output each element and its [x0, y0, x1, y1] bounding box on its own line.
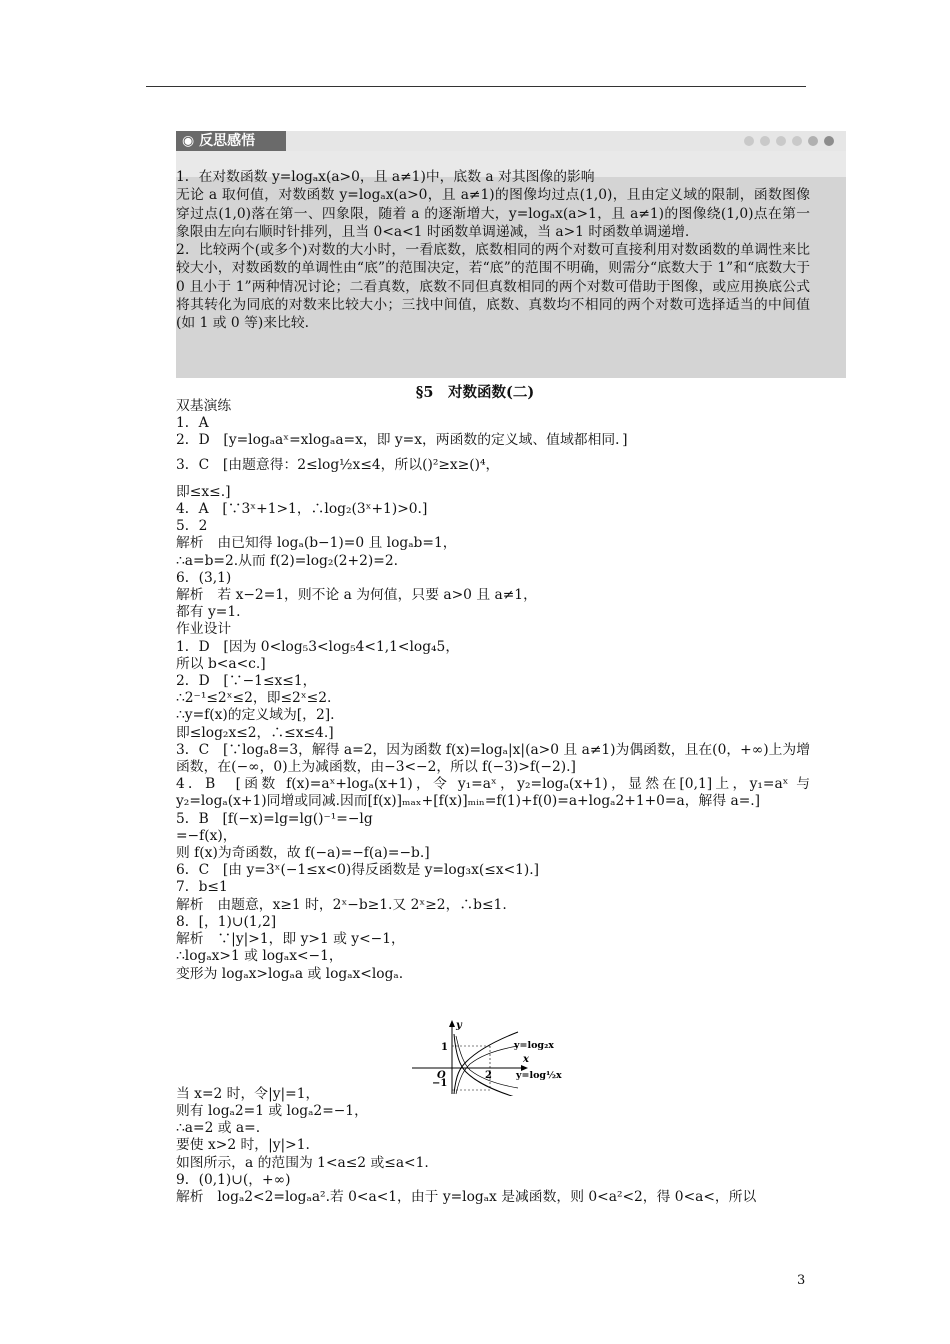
answer-line: 5．2 [176, 518, 208, 535]
reflection-p1: 1．在对数函数 y=logₐx(a>0，且 a≠1)中，底数 a 对其图像的影响 [176, 169, 595, 185]
answer-line: ∴a=2 或 a=. [176, 1120, 261, 1137]
answer-line: 解析 ∵|y|>1，即 y>1 或 y<−1， [176, 931, 405, 948]
answer-line: 1．A [176, 415, 209, 432]
dot-icon [792, 136, 802, 146]
y-arrow-icon [449, 1020, 455, 1027]
answer-line: 解析 若 x−2=1，则不论 a 为何值，只要 a>0 且 a≠1， [176, 587, 537, 604]
answer-line: 5．B [f(−x)=lg=lg()⁻¹=−lg [176, 810, 373, 827]
answer-line: ∴a=b=2.从而 f(2)=log₂(2+2)=2. [176, 552, 398, 569]
dot-icon [824, 136, 834, 146]
decorative-dots [744, 136, 834, 146]
answer-line: 解析 由题意，x≥1 时，2ˣ−b≥1.又 2ˣ≥2，∴b≤1. [176, 896, 507, 913]
answer-line: 变形为 logₐx>logₐa 或 logₐx<logₐ. [176, 965, 404, 982]
section-title: §5 对数函数(二) [415, 384, 535, 401]
top-rule [146, 86, 806, 87]
answer-line: 8．[，1)∪(1,2] [176, 913, 277, 930]
curve-log2 [454, 1032, 518, 1094]
answer-line: ∴2⁻¹≤2ˣ≤2，即≤2ˣ≤2. [176, 690, 332, 707]
reflection-banner [176, 131, 846, 151]
answer-line: 所以 b<a<c.] [176, 655, 266, 672]
dot-icon [776, 136, 786, 146]
reflection-p3: 2．比较两个(或多个)对数的大小时，一看底数，底数相同的两个对数可直接利用对数函数的单调性来比较大小，对数函数的单调性由“底”的范围决定，若“底”的范围不明确，则需分“底数大于 1”和“底数大于 0 且小于 1”两种情况讨论；二看真数，底数不同但真数相同的两个对数可借助于图像，或应用换底公式将其转化为同底的对数来比较大小；三找中间值，底数、真数均不相同的两个对数可选择适当的中间值(如 1 或 0 等)来比较. [176, 242, 810, 332]
answer-line: 则 f(x)为奇函数，故 f(−a)=−f(a)=−b.] [176, 845, 430, 862]
dot-icon [808, 136, 818, 146]
curve-down-label: y=log½x [516, 1070, 562, 1081]
answer-line: 7．b≤1 [176, 879, 228, 896]
curve-up-label: y=log₂x [514, 1040, 554, 1051]
heading-basic: 双基演练 [176, 398, 232, 414]
dot-icon [744, 136, 754, 146]
answer-line: =−f(x)， [176, 827, 237, 844]
tick-neg1-label: −1 [432, 1078, 448, 1089]
answer-line: 2．D [y=logₐaˣ=xlogₐa=x，即 y=x，两函数的定义域、值域都相同．] [176, 432, 628, 449]
answer-line: 则有 logₐ2=1 或 logₐ2=−1， [176, 1102, 368, 1119]
axis-y-label: y [456, 1020, 462, 1031]
answer-line: 3．C [由题意得：2≤log½x≤4，所以()²≥x≥()⁴， [176, 456, 500, 473]
answer-line: 如图所示，a 的范围为 1<a≤2 或≤a<1. [176, 1154, 429, 1171]
dot-icon [760, 136, 770, 146]
answer-line: 6．C [由 y=3ˣ(−1≤x<0)得反函数是 y=log₃x(≤x<1).] [176, 862, 540, 879]
answer-line: 解析 由已知得 logₐ(b−1)=0 且 logₐb=1， [176, 535, 457, 552]
reflection-tag: ◉ 反思感悟 [176, 131, 286, 151]
axis-x-label: x [523, 1054, 529, 1065]
answer-line: 1．D [因为 0<log₅3<log₅4<1,1<log₄5， [176, 638, 460, 655]
answer-line: 3．C [∵logₐ8=3，解得 a=2，因为函数 f(x)=logₐ|x|(a>0 且 a≠1)为偶函数，且在(0，+∞)上为增函数，在(−∞，0)上为减函数，由−3<−2，所以 f(−3)>f(−2).] [176, 741, 810, 776]
answer-line: 解析 logₐ2<2=logₐa².若 0<a<1，由于 y=logₐx 是减函数，则 0<a²<2，得 0<a<，所以 [176, 1188, 757, 1205]
page-number: 3 [797, 1273, 806, 1288]
answer-line: 即≤log₂x≤2，∴≤x≤4.] [176, 724, 334, 741]
reflection-p2: 无论 a 取何值，对数函数 y=logₐx(a>0，且 a≠1)的图像均过点(1,0)，且由定义域的限制，函数图像穿过点(1,0)落在第一、四象限，随着 a 的逐渐增大，y=logₐx(a>1，且 a≠1)的图像绕(1,0)点在第一象限由左向右顺时针排列，且当 0<a<1 时函数单调递减，当 a>1 时函数单调递增. [176, 187, 810, 240]
answer-line: 4．B [函数 f(x)=aˣ+logₐ(x+1)，令 y₁=aˣ，y₂=logₐ(x+1)，显然在[0,1]上，y₁=aˣ 与 y₂=logₐ(x+1)同增或同减.因而[f(x)]ₘₐₓ+[f(x)]ₘᵢₙ=f(1)+f(0)=a+logₐ2+1+0=a，解得 a=.] [176, 776, 810, 810]
answer-line: ∴y=f(x)的定义域为[，2]. [176, 707, 335, 724]
answer-line: 都有 y=1. [176, 604, 241, 621]
answer-line: 当 x=2 时，令|y|=1， [176, 1085, 320, 1102]
answer-line: 9．(0,1)∪(，+∞) [176, 1171, 291, 1188]
reflection-box [176, 151, 846, 378]
answer-line: 要使 x>2 时，|y|>1. [176, 1137, 310, 1154]
answer-line: 2．D [∵−1≤x≤1， [176, 673, 317, 690]
tick-2-label: 2 [485, 1070, 492, 1081]
reflection-text [176, 169, 810, 333]
answer-line: ∴logₐx>1 或 logₐx<−1， [176, 948, 343, 965]
answer-line: 4．A [∵3ˣ+1>1，∴log₂(3ˣ+1)>0.] [176, 501, 428, 518]
heading-homework: 作业设计 [176, 621, 232, 638]
answer-line: 即≤x≤.] [176, 483, 231, 500]
origin-label: O [437, 1070, 446, 1081]
tick-1-label: 1 [441, 1042, 448, 1053]
log-graph-figure [410, 1018, 570, 1096]
answer-line: 6．(3,1) [176, 569, 232, 586]
